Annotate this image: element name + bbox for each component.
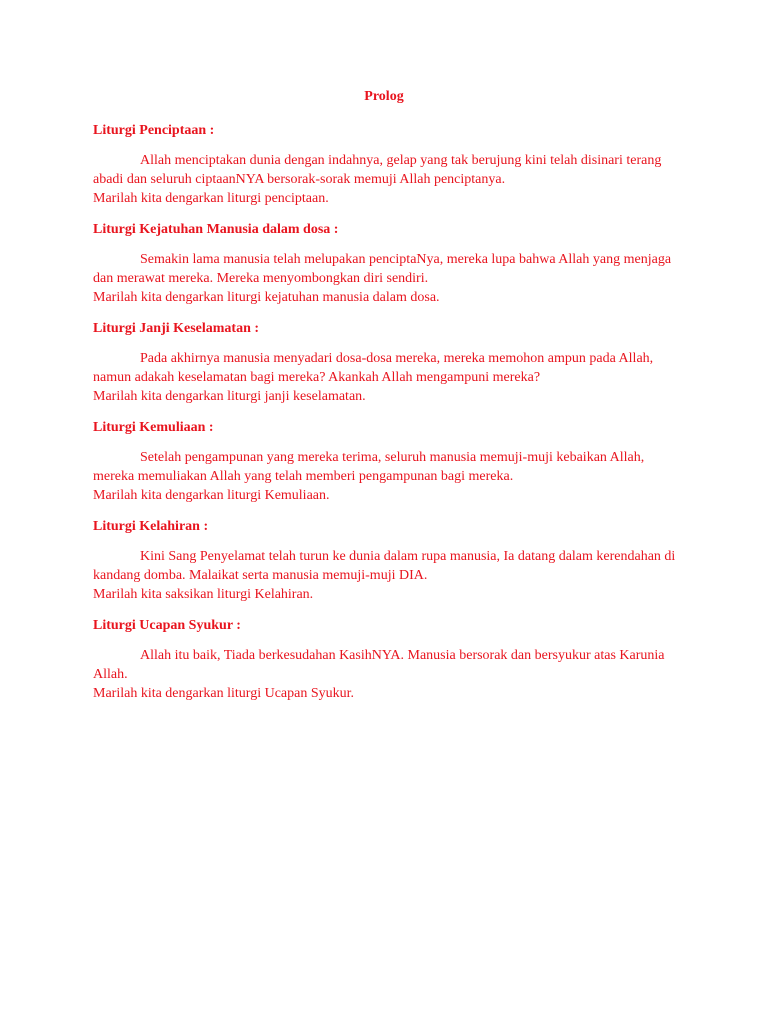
section-liturgi-kemuliaan — [93, 418, 677, 505]
section-liturgi-janji-keselamatan — [93, 319, 677, 406]
section-heading: Liturgi Janji Keselamatan : — [93, 321, 260, 336]
section-invitation: Marilah kita dengarkan liturgi penciptaan. — [93, 191, 329, 206]
section-body — [93, 547, 677, 604]
section-invitation: Marilah kita dengarkan liturgi janji keselamatan. — [93, 389, 366, 404]
section-heading: Liturgi Kemuliaan : — [93, 420, 214, 435]
section-liturgi-ucapan-syukur — [93, 616, 677, 703]
section-heading: Liturgi Penciptaan : — [93, 123, 215, 138]
section-invitation: Marilah kita dengarkan liturgi kejatuhan manusia dalam dosa. — [93, 290, 440, 305]
section-paragraph: Allah itu baik, Tiada berkesudahan KasihNYA. Manusia bersorak dan bersyukur atas Karunia Allah. — [93, 648, 665, 682]
section-heading: Liturgi Kejatuhan Manusia dalam dosa : — [93, 222, 339, 237]
section-heading: Liturgi Ucapan Syukur : — [93, 618, 241, 633]
section-heading: Liturgi Kelahiran : — [93, 519, 209, 534]
document-content — [93, 121, 677, 703]
section-paragraph: Setelah pengampunan yang mereka terima, seluruh manusia memuji-muji kebaikan Allah, mereka memuliakan Allah yang telah memberi pengampunan bagi mereka. — [93, 450, 645, 484]
section-paragraph: Allah menciptakan dunia dengan indahnya, gelap yang tak berujung kini telah disinari terang abadi dan seluruh ciptaanNYA bersorak-sorak memuji Allah penciptanya. — [93, 153, 662, 187]
section-body — [93, 646, 677, 703]
section-liturgi-kejatuhan — [93, 220, 677, 307]
section-liturgi-kelahiran — [93, 517, 677, 604]
section-body — [93, 349, 677, 406]
section-body — [93, 448, 677, 505]
section-body — [93, 250, 677, 307]
section-paragraph: Kini Sang Penyelamat telah turun ke dunia dalam rupa manusia, Ia datang dalam kerendahan di kandang domba. Malaikat serta manusia memuji-muji DIA. — [93, 549, 676, 583]
section-invitation: Marilah kita dengarkan liturgi Kemuliaan. — [93, 488, 330, 503]
page-title: Prolog — [364, 89, 404, 104]
section-invitation: Marilah kita dengarkan liturgi Ucapan Syukur. — [93, 686, 355, 701]
section-invitation: Marilah kita saksikan liturgi Kelahiran. — [93, 587, 314, 602]
section-paragraph: Semakin lama manusia telah melupakan penciptaNya, mereka lupa bahwa Allah yang menjaga dan merawat mereka. Mereka menyombongkan diri sendiri. — [93, 252, 672, 286]
section-paragraph: Pada akhirnya manusia menyadari dosa-dosa mereka, mereka memohon ampun pada Allah, namun adakah keselamatan bagi mereka? Akankah Allah mengampuni mereka? — [93, 351, 654, 385]
section-body — [93, 151, 677, 208]
section-liturgi-penciptaan — [93, 121, 677, 208]
